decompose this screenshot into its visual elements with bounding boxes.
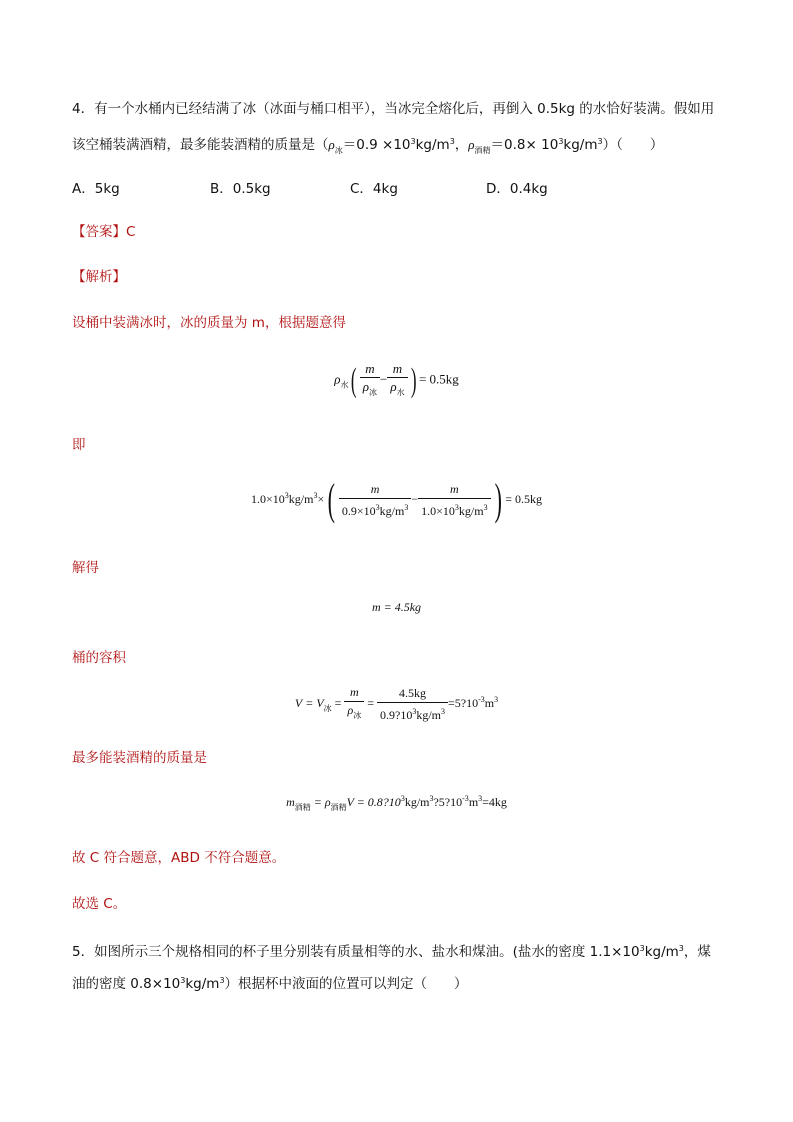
- subscript-alcohol: 酒精: [474, 146, 491, 155]
- exponent: 3: [410, 137, 416, 146]
- rho-symbol: ρ: [328, 137, 335, 152]
- analysis-step-2: 即: [72, 437, 86, 453]
- analysis-step-4: 桶的容积: [72, 650, 126, 666]
- fraction-water: $\frac{m}{1.0\times 10^3kg/m^3}$: [418, 481, 490, 520]
- numerator: m: [387, 360, 407, 378]
- exponent: 3: [597, 137, 603, 146]
- fraction-ice: $\frac{m}{0.9\times 10^3kg/m^3}$: [339, 481, 411, 520]
- analysis-step-3: 解得: [72, 560, 99, 576]
- numerator: m: [360, 360, 380, 378]
- exponent: 3: [449, 137, 455, 146]
- question-4-line-2-text: 该空桶装满酒精，最多能装酒精的质量是（: [72, 137, 329, 153]
- comma: ，: [454, 137, 469, 153]
- option-b: B．0.5kg: [210, 181, 271, 197]
- analysis-step-5: 最多能装酒精的质量是: [72, 750, 207, 766]
- question-5-line-2: 油的密度 $0.8\times 10^3kg/m^3$）根据杯中液面的位置可以判定（ ）: [72, 976, 468, 992]
- answer-label: 【答案】C: [72, 224, 136, 240]
- answer-blank: ）（ ）: [602, 137, 664, 153]
- equation-1-rhs: = 0.5kg: [418, 371, 459, 387]
- rho-symbol: ρ: [334, 371, 341, 387]
- ice-density-value: ＝0.9 ×10: [342, 137, 411, 153]
- rho-symbol: ρ: [468, 137, 475, 152]
- alcohol-density-value: ＝0.8× 10: [490, 137, 559, 153]
- equation-2: $1.0\times 10^3kg/m^3\times$( $\frac{m}{0.9\times 10^3kg/m^3}$ − $\frac{m}{1.0\times 10^3kg/m^3}$ ) = 0.5kg: [250, 475, 542, 524]
- subscript-ice: 冰: [334, 146, 343, 155]
- fraction-m-over-rho-ice: $\frac{m}{\rho_冰}$: [360, 360, 380, 401]
- equation-4: $V = V_冰$ = $\frac{m}{\rho_冰}$ = $\frac{4.5kg}{0.9?10^3kg/m^3}$ $=5?10^{-3}m^3$: [294, 685, 499, 722]
- equation-3-text: m = 4.5kg: [371, 600, 422, 614]
- question-4-line-1: 4．有一个水桶内已经结满了冰（冰面与桶口相平），当冰完全熔化后，再倒入 0.5kg 的水恰好装满。假如用: [72, 101, 715, 117]
- option-d: D．0.4kg: [486, 181, 548, 197]
- equation-1: $\rho_水$( $\frac{m}{\rho_冰}$ − $\frac{m}{\rho_水}$ ) = 0.5kg: [0, 360, 793, 401]
- equation-5: $m_{酒精} = \rho_{酒精}V$ = $0.8?10^3kg/m^3?5?10^{-3}m^3=4kg$: [286, 794, 507, 812]
- unit: kg/m: [563, 137, 598, 153]
- question-4-line-2: [72, 129, 663, 164]
- equation-2-rhs: = 0.5kg: [505, 491, 542, 506]
- analysis-title: 【解析】: [72, 269, 126, 285]
- exponent: 3: [558, 137, 564, 146]
- option-c: C．4kg: [350, 181, 398, 197]
- equation-3: [0, 600, 793, 615]
- question-5-line-1: 5．如图所示三个规格相同的杯子里分别装有质量相等的水、盐水和煤油。(盐水的密度 $1.1\times 10^3kg/m^3$，煤: [72, 944, 711, 960]
- fraction-m-over-rho-water: $\frac{m}{\rho_水}$: [387, 360, 407, 401]
- option-a: A．5kg: [72, 181, 120, 197]
- unit: kg/m: [415, 137, 450, 153]
- analysis-step-1: 设桶中装满冰时，冰的质量为 m，根据题意得: [72, 315, 346, 331]
- minus-sign: −: [380, 371, 388, 387]
- conclusion-1: 故 C 符合题意，ABD 不符合题意。: [72, 850, 286, 866]
- conclusion-2: 故选 C。: [72, 896, 127, 912]
- subscript-water: 水: [340, 380, 349, 390]
